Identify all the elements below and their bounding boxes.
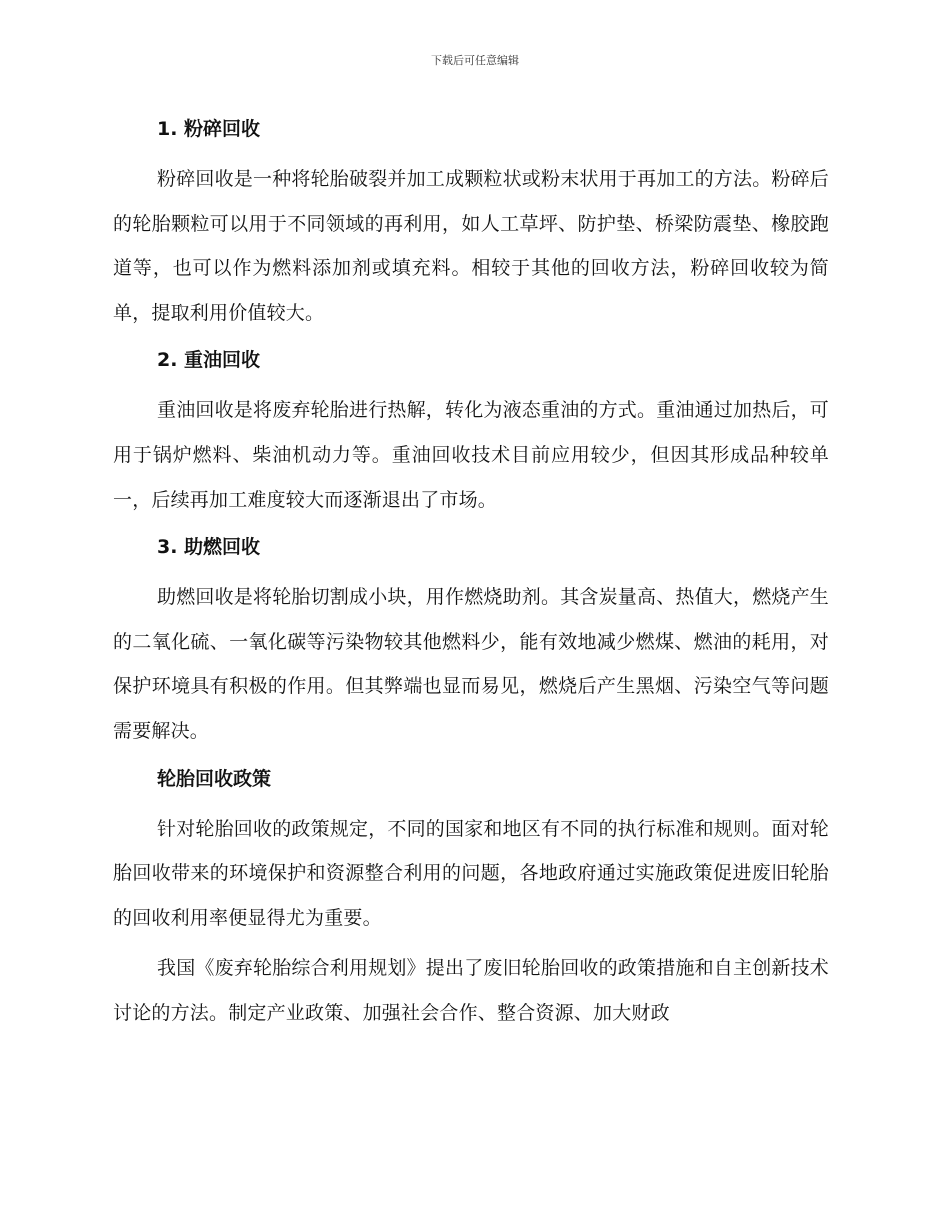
section-heading-combustion: 3. 助燃回收	[157, 536, 261, 559]
header-note: 下载后可任意编辑	[431, 54, 519, 67]
paragraph-crushing: 粉碎回收是一种将轮胎破裂并加工成颗粒状或粉末状用于再加工的方法。粉碎后的轮胎颗粒可以用于不同领域的再利用，如人工草坪、防护垫、桥梁防震垫、橡胶跑道等，也可以作为燃料添加剂或填充料。相较于其他的回收方法，粉碎回收较为简单，提取利用价值较大。	[113, 168, 830, 324]
document-body	[113, 110, 829, 1036]
section-heading-crushing: 1. 粉碎回收	[157, 118, 261, 140]
paragraph-combustion: 助燃回收是将轮胎切割成小块，用作燃烧助剂。其含炭量高、热值大，燃烧产生的二氧化硫、一氧化碳等污染物较其他燃料少，能有效地减少燃煤、燃油的耗用，对保护环境具有积极的作用。但其弊端也显而易见，燃烧后产生黑烟、污染空气等问题需要解决。	[113, 586, 830, 742]
paragraph-policy-1: 针对轮胎回收的政策规定，不同的国家和地区有不同的执行标准和规则。面对轮胎回收带来的环境保护和资源整合利用的问题，各地政府通过实施政策促进废旧轮胎的回收利用率便显得尤为重要。	[113, 817, 830, 929]
paragraph-policy-2: 我国《废弃轮胎综合利用规划》提出了废旧轮胎回收的政策措施和自主创新技术讨论的方法。制定产业政策、加强社会合作、整合资源、加大财政	[113, 957, 830, 1024]
section-heading-heavy-oil: 2. 重油回收	[157, 349, 261, 372]
paragraph-heavy-oil: 重油回收是将废弃轮胎进行热解，转化为液态重油的方式。重油通过加热后，可用于锅炉燃料、柴油机动力等。重油回收技术目前应用较少，但因其形成品种较单一，后续再加工难度较大而逐渐退出了市场。	[113, 399, 830, 511]
section-heading-policy: 轮胎回收政策	[157, 767, 272, 790]
